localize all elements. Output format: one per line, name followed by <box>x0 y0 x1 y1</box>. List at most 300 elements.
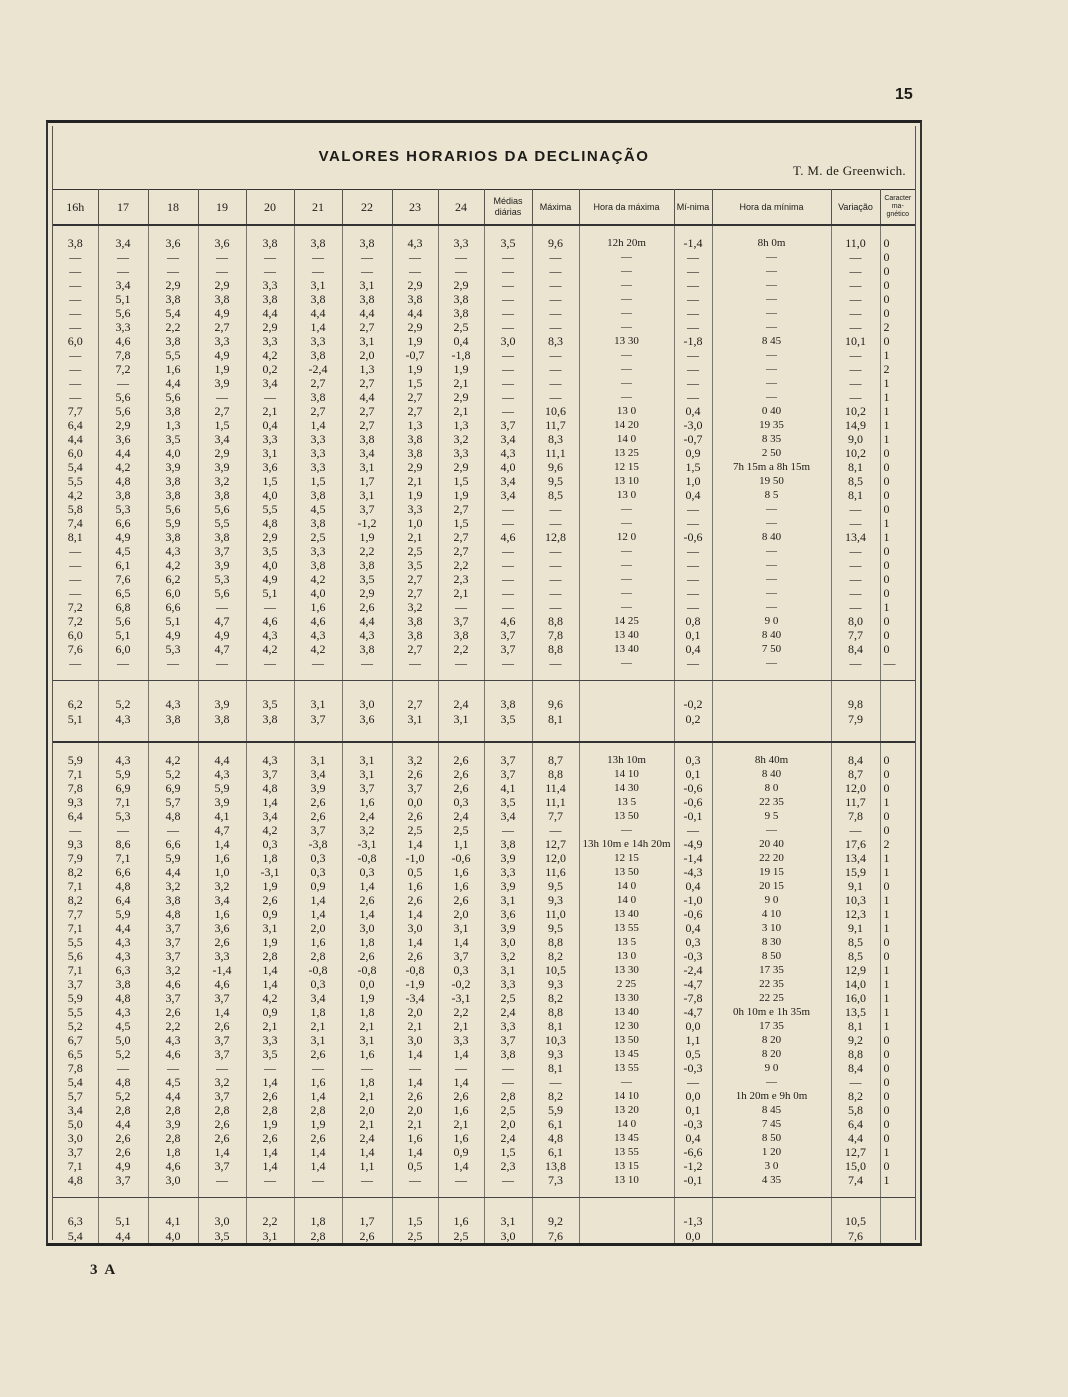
table-cell <box>579 1228 674 1243</box>
col-header-24: 24 <box>438 190 484 226</box>
table-cell: — <box>831 1075 880 1089</box>
table-cell: 10,5 <box>831 1213 880 1228</box>
table-cell: 12,9 <box>831 963 880 977</box>
table-cell: 6,5 <box>98 586 148 600</box>
table-cell: 2,6 <box>392 1089 438 1103</box>
table-cell: — <box>712 544 831 558</box>
col-header-23: 23 <box>392 190 438 226</box>
table-cell: 10,3 <box>831 893 880 907</box>
table-cell: 5,2 <box>53 1019 98 1033</box>
table-cell: 3,5 <box>342 572 392 586</box>
table-cell: — <box>53 264 98 278</box>
table-cell: -0,1 <box>674 809 712 823</box>
table-cell: 2,6 <box>294 795 342 809</box>
table-cell: 8 20 <box>712 1033 831 1047</box>
table-cell: 11,7 <box>831 795 880 809</box>
table-cell: 8,1 <box>831 488 880 502</box>
table-cell: 11,0 <box>831 236 880 250</box>
table-cell: 1,4 <box>392 837 438 851</box>
table-cell: 3,0 <box>484 334 532 348</box>
table-cell: 3,3 <box>294 446 342 460</box>
table-cell: 4,4 <box>198 753 246 767</box>
table-cell: — <box>831 600 880 614</box>
table-cell: 1,9 <box>246 935 294 949</box>
table-row <box>53 348 915 362</box>
table-cell: 2,1 <box>438 1019 484 1033</box>
table-cell: 1 <box>883 921 890 935</box>
table-cell: 3,8 <box>392 292 438 306</box>
table-cell: 6,3 <box>53 1213 98 1228</box>
table-cell: -4,9 <box>674 837 712 851</box>
table-cell: — <box>579 292 674 306</box>
table-cell: — <box>579 502 674 516</box>
table-cell: 5,2 <box>98 1089 148 1103</box>
table-cell: 19 50 <box>712 474 831 488</box>
table-cell: 9,3 <box>532 1047 579 1061</box>
table-cell: 3,4 <box>198 893 246 907</box>
table-cell: 4,1 <box>484 781 532 795</box>
table-cell: 12,7 <box>831 1145 880 1159</box>
table-cell: 1 <box>883 418 890 432</box>
table-cell: 4,6 <box>294 614 342 628</box>
table-cell: — <box>53 656 98 670</box>
table-cell: 1h 20m e 9h 0m <box>712 1089 831 1103</box>
table-cell: 3,6 <box>198 236 246 250</box>
table-cell: 2,2 <box>438 1005 484 1019</box>
table-cell: 2,2 <box>438 642 484 656</box>
table-cell: 8 45 <box>712 334 831 348</box>
table-cell: 5,9 <box>532 1103 579 1117</box>
table-cell: — <box>438 656 484 670</box>
table-cell: 14 10 <box>579 767 674 781</box>
table-cell: — <box>392 1061 438 1075</box>
table-cell: 3,7 <box>198 544 246 558</box>
table-cell: 1,6 <box>294 600 342 614</box>
table-cell: 0h 10m e 1h 35m <box>712 1005 831 1019</box>
table-row <box>53 320 915 334</box>
table-cell: — <box>712 250 831 264</box>
table-cell: 0 <box>883 1033 890 1047</box>
table-cell: — <box>712 306 831 320</box>
table-cell: — <box>674 376 712 390</box>
table-cell: 7,9 <box>831 711 880 726</box>
table-cell: 1,5 <box>198 418 246 432</box>
table-cell: 8 50 <box>712 949 831 963</box>
table-cell: 14,0 <box>831 977 880 991</box>
table-cell: — <box>294 656 342 670</box>
table-cell: — <box>674 558 712 572</box>
table-cell: 9 5 <box>712 809 831 823</box>
table-cell: -0,3 <box>674 949 712 963</box>
table-cell: 2,7 <box>392 404 438 418</box>
table-cell: 4,3 <box>98 753 148 767</box>
table-cell: 7 50 <box>712 642 831 656</box>
table-cell: 7,6 <box>532 1228 579 1243</box>
table-cell: 3,4 <box>484 432 532 446</box>
table-cell: 2,9 <box>438 390 484 404</box>
table-row <box>53 837 915 851</box>
table-cell: 4,6 <box>98 334 148 348</box>
table-cell: 0,3 <box>674 935 712 949</box>
table-cell: — <box>532 390 579 404</box>
table-cell: 3,1 <box>294 1033 342 1047</box>
table-cell: 5,1 <box>98 628 148 642</box>
table-cell: — <box>674 656 712 670</box>
table-cell: 7,1 <box>53 879 98 893</box>
table-cell: 4,4 <box>246 306 294 320</box>
table-cell: 22 35 <box>712 795 831 809</box>
table-cell: 0 <box>883 460 890 474</box>
table-cell: 7,7 <box>831 628 880 642</box>
table-cell: 4,2 <box>246 348 294 362</box>
table-cell: 13 30 <box>579 334 674 348</box>
table-cell: 4,3 <box>294 628 342 642</box>
col-header-18: 18 <box>148 190 198 226</box>
table-cell: 0,3 <box>438 963 484 977</box>
col-header-20: 20 <box>246 190 294 226</box>
table-row <box>53 642 915 656</box>
table-cell: 2,5 <box>438 1228 484 1243</box>
table-cell: — <box>674 306 712 320</box>
table-cell: 6,9 <box>98 781 148 795</box>
table-cell: 3,7 <box>198 1033 246 1047</box>
table-row <box>53 334 915 348</box>
table-cell: 1,0 <box>392 516 438 530</box>
table-cell: 4,3 <box>98 711 148 726</box>
table-cell: 1,8 <box>342 935 392 949</box>
table-cell: 5,3 <box>198 572 246 586</box>
table-cell: 8,0 <box>831 614 880 628</box>
table-cell: 4,4 <box>342 614 392 628</box>
table-cell: 3,8 <box>438 306 484 320</box>
table-row <box>53 963 915 977</box>
table-cell: — <box>532 558 579 572</box>
table-cell: 3,8 <box>392 446 438 460</box>
table-cell: 4,3 <box>484 446 532 460</box>
page-number: 15 <box>895 86 913 103</box>
table-cell: 2,1 <box>438 1117 484 1131</box>
table-cell: 1,6 <box>438 1213 484 1228</box>
table-cell: 13h 10m e 14h 20m <box>579 837 674 851</box>
table-cell: 1,4 <box>294 893 342 907</box>
table-cell: 0 40 <box>712 404 831 418</box>
table-cell: 1,4 <box>294 1145 342 1159</box>
table-cell: 3,0 <box>53 1131 98 1145</box>
table-cell: 2,6 <box>198 935 246 949</box>
table-cell: 2,1 <box>438 586 484 600</box>
col-header-time-of-minimum: Hora da mínima <box>712 190 831 226</box>
table-cell: 19 15 <box>712 865 831 879</box>
table-cell: 3,4 <box>484 809 532 823</box>
table-cell: 3,2 <box>198 474 246 488</box>
table-cell: 3,1 <box>294 696 342 711</box>
table-cell: 2,5 <box>438 823 484 837</box>
table-cell: 8,4 <box>831 753 880 767</box>
table-cell: 2,4 <box>438 809 484 823</box>
table-cell: 1,4 <box>438 1075 484 1089</box>
table-cell: 2,7 <box>438 530 484 544</box>
table-cell: — <box>532 656 579 670</box>
table-cell: 2,9 <box>148 278 198 292</box>
table-row <box>53 292 915 306</box>
table-cell: 13,8 <box>532 1159 579 1173</box>
table-cell: — <box>831 390 880 404</box>
table-cell: 2,6 <box>392 949 438 963</box>
table-cell: 14 20 <box>579 418 674 432</box>
table-cell: 0 <box>883 1159 890 1173</box>
table-cell: -0,8 <box>342 851 392 865</box>
table-row <box>53 278 915 292</box>
table-cell: 1,1 <box>674 1033 712 1047</box>
table-cell: 3,3 <box>484 1019 532 1033</box>
table-cell: 8,2 <box>53 865 98 879</box>
table-cell: 9,3 <box>532 977 579 991</box>
table-cell: -3,8 <box>294 837 342 851</box>
table-frame <box>46 120 922 1246</box>
table-cell: 5,8 <box>53 502 98 516</box>
table-cell: 13,4 <box>831 851 880 865</box>
table-row <box>53 516 915 530</box>
table-cell: 2,2 <box>148 320 198 334</box>
table-cell: 1,4 <box>438 935 484 949</box>
table-cell: 3,4 <box>53 1103 98 1117</box>
col-header-17: 17 <box>98 190 148 226</box>
table-cell: 15,9 <box>831 865 880 879</box>
table-cell: 3,9 <box>198 376 246 390</box>
table-cell: — <box>712 516 831 530</box>
table-cell: 4,3 <box>98 949 148 963</box>
table-cell: 8,8 <box>831 1047 880 1061</box>
table-cell: 2,6 <box>438 1089 484 1103</box>
table-cell: 1 <box>883 404 890 418</box>
table-cell: — <box>674 823 712 837</box>
table-cell: 3,3 <box>484 865 532 879</box>
table-cell: — <box>484 558 532 572</box>
col-header-22: 22 <box>342 190 392 226</box>
table-cell: 0 <box>883 502 890 516</box>
table-cell: 14 10 <box>579 1089 674 1103</box>
table-cell: 2,6 <box>342 893 392 907</box>
table-cell: 5,4 <box>53 460 98 474</box>
table-cell: 13 10 <box>579 1173 674 1187</box>
table-cell: 2,8 <box>148 1103 198 1117</box>
table-cell: -0,3 <box>674 1117 712 1131</box>
table-cell: 2,0 <box>294 921 342 935</box>
table-cell: 3,8 <box>484 696 532 711</box>
table-cell: 3,6 <box>342 711 392 726</box>
table-cell: 1 <box>883 865 890 879</box>
table-cell: 3,1 <box>246 446 294 460</box>
table-cell: 2,6 <box>438 781 484 795</box>
table-cell: -0,2 <box>674 696 712 711</box>
table-cell: 0,1 <box>674 767 712 781</box>
table-cell: 3,7 <box>484 1033 532 1047</box>
table-cell: 10,5 <box>532 963 579 977</box>
timezone-note: T. M. de Greenwich. <box>792 163 906 178</box>
table-cell: 3,8 <box>53 236 98 250</box>
table-cell: 1 <box>883 516 890 530</box>
table-cell: 0,4 <box>674 1131 712 1145</box>
table-cell: 1,5 <box>438 474 484 488</box>
table-cell: -0,8 <box>342 963 392 977</box>
table-cell: 5,9 <box>98 907 148 921</box>
table-cell: 5,1 <box>98 292 148 306</box>
table-cell: — <box>198 264 246 278</box>
table-cell: 3,3 <box>294 334 342 348</box>
table-cell: 6,4 <box>831 1117 880 1131</box>
table-cell: 3,3 <box>294 460 342 474</box>
table-row <box>53 362 915 376</box>
table-cell: 5,1 <box>53 711 98 726</box>
table-cell: 3,4 <box>484 488 532 502</box>
table-cell: 13 40 <box>579 907 674 921</box>
table-cell: 1 <box>883 991 890 1005</box>
table-cell: 0 <box>883 642 890 656</box>
table-cell: — <box>831 278 880 292</box>
table-cell: 7,1 <box>98 851 148 865</box>
table-cell: 2,6 <box>98 1145 148 1159</box>
table-cell: — <box>532 362 579 376</box>
table-cell: — <box>98 1061 148 1075</box>
table-cell: 3,7 <box>484 767 532 781</box>
table-cell: 20 15 <box>712 879 831 893</box>
table-cell: 3 10 <box>712 921 831 935</box>
table-cell: 1,6 <box>342 1047 392 1061</box>
table-cell: 4,4 <box>148 376 198 390</box>
table-cell: 11,4 <box>532 781 579 795</box>
table-cell: 12h 20m <box>579 236 674 250</box>
table-cell: — <box>484 306 532 320</box>
col-header-magnetic-character: Caracter ma-gnético <box>880 190 915 226</box>
table-cell: 0,9 <box>294 879 342 893</box>
table-cell: 1 <box>883 907 890 921</box>
table-cell: — <box>98 264 148 278</box>
table-cell: 1,4 <box>392 1047 438 1061</box>
table-cell: 5,9 <box>148 851 198 865</box>
table-cell: 3,7 <box>342 781 392 795</box>
table-cell: 3,9 <box>294 781 342 795</box>
table-cell: 2,6 <box>438 767 484 781</box>
table-cell: 1,9 <box>392 362 438 376</box>
table-cell: — <box>148 823 198 837</box>
table-cell: 4,3 <box>98 1005 148 1019</box>
table-cell: 3,5 <box>148 432 198 446</box>
table-cell: 5,7 <box>148 795 198 809</box>
table-row <box>53 865 915 879</box>
table-cell: 8 40 <box>712 530 831 544</box>
table-cell: 1,1 <box>438 837 484 851</box>
table-cell: — <box>53 348 98 362</box>
table-cell: — <box>246 390 294 404</box>
table-cell: 0,1 <box>674 628 712 642</box>
table-cell: 8,1 <box>831 460 880 474</box>
table-cell: 0 <box>883 488 890 502</box>
data-block-1 <box>53 225 915 681</box>
table-cell: 4,9 <box>98 530 148 544</box>
col-header-time-of-maximum: Hora da máxima <box>579 190 674 226</box>
table-cell: 13 5 <box>579 795 674 809</box>
table-cell: 2,1 <box>246 1019 294 1033</box>
table-cell: 2,8 <box>294 949 342 963</box>
table-cell: 7,3 <box>532 1173 579 1187</box>
table-cell: 6,3 <box>98 963 148 977</box>
table-cell: 1 <box>883 530 890 544</box>
table-cell: 5,6 <box>98 390 148 404</box>
table-cell: — <box>53 376 98 390</box>
table-cell: 3,1 <box>342 488 392 502</box>
col-header-daily-mean: Médias diárias <box>484 190 532 226</box>
table-cell: 8,7 <box>532 753 579 767</box>
table-cell: — <box>532 572 579 586</box>
table-row <box>53 628 915 642</box>
table-cell: — <box>532 516 579 530</box>
table-cell: 5,0 <box>98 1033 148 1047</box>
table-cell: — <box>392 264 438 278</box>
table-cell: 3,1 <box>484 893 532 907</box>
table-cell: 1,3 <box>392 418 438 432</box>
table-cell: 8,1 <box>831 1019 880 1033</box>
table-row <box>53 1033 915 1047</box>
table-cell: 8,1 <box>53 530 98 544</box>
table-cell: 12 15 <box>579 460 674 474</box>
table-cell: 3,3 <box>98 320 148 334</box>
table-cell: — <box>831 656 880 670</box>
table-cell: 2,7 <box>342 320 392 334</box>
table-cell: — <box>831 502 880 516</box>
table-cell: 3,0 <box>484 1228 532 1243</box>
table-cell: 13 55 <box>579 921 674 935</box>
table-cell: 3,1 <box>438 711 484 726</box>
table-cell: 0 <box>883 278 890 292</box>
table-row <box>53 502 915 516</box>
table-cell: 1,9 <box>392 334 438 348</box>
table-cell: 3,3 <box>438 1033 484 1047</box>
table-cell: 1,9 <box>438 362 484 376</box>
table-cell: 3,7 <box>484 642 532 656</box>
table-cell: 13 10 <box>579 474 674 488</box>
table-row <box>53 1117 915 1131</box>
table-cell: 7,8 <box>98 348 148 362</box>
table-cell: 3,8 <box>148 292 198 306</box>
table-row <box>53 432 915 446</box>
table-cell: — <box>246 1173 294 1187</box>
table-cell: -6,6 <box>674 1145 712 1159</box>
table-cell: 3,8 <box>294 390 342 404</box>
table-cell: — <box>579 250 674 264</box>
table-cell: — <box>294 250 342 264</box>
table-cell: 4,6 <box>148 1159 198 1173</box>
table-cell: — <box>579 306 674 320</box>
table-cell: — <box>712 362 831 376</box>
table-cell: 1,4 <box>342 1145 392 1159</box>
table-cell: 0,3 <box>438 795 484 809</box>
table-cell: 9 0 <box>712 1061 831 1075</box>
table-cell <box>579 696 674 711</box>
table-cell: 11,7 <box>532 418 579 432</box>
table-cell: 3,7 <box>392 781 438 795</box>
table-cell: 4,0 <box>246 488 294 502</box>
table-cell: 3,7 <box>148 921 198 935</box>
table-row <box>53 879 915 893</box>
table-row <box>53 418 915 432</box>
table-cell: 3,8 <box>342 642 392 656</box>
table-cell: 22 35 <box>712 977 831 991</box>
table-row <box>53 795 915 809</box>
table-cell: — <box>484 264 532 278</box>
table-cell: 3,8 <box>148 711 198 726</box>
table-cell: — <box>484 320 532 334</box>
summary-row <box>53 711 915 726</box>
